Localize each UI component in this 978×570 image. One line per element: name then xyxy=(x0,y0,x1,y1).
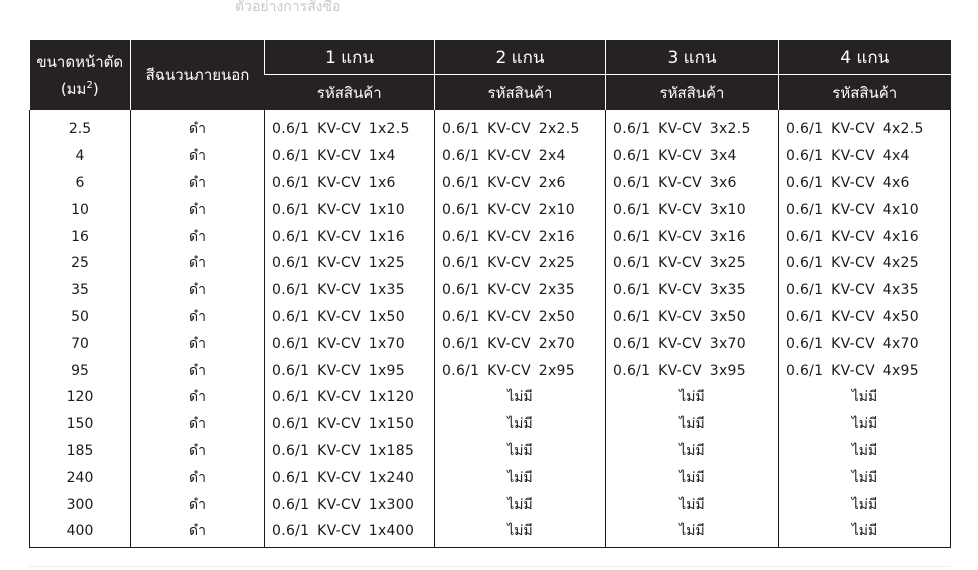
cell-color: ดำ xyxy=(131,250,265,277)
cell-code-3-core: 0.6/1 KV-CV 3x2.5 xyxy=(606,110,779,143)
cell-code-4-core: ไม่มี xyxy=(779,464,951,491)
cell-code-1-core: 0.6/1 KV-CV 1x50 xyxy=(265,304,435,331)
cell-code-2-core: 0.6/1 KV-CV 2x6 xyxy=(435,170,606,197)
table-row xyxy=(30,110,951,143)
cell-code-4-core: 0.6/1 KV-CV 4x70 xyxy=(779,330,951,357)
cable-spec-table xyxy=(29,40,951,548)
cell-code-1-core: 0.6/1 KV-CV 1x10 xyxy=(265,196,435,223)
cell-code-1-core: 0.6/1 KV-CV 1x70 xyxy=(265,330,435,357)
header-core-3: 3 แกน xyxy=(606,40,779,75)
cell-color: ดำ xyxy=(131,223,265,250)
table-row xyxy=(30,143,951,170)
cell-color: ดำ xyxy=(131,357,265,384)
cell-code-3-core: 0.6/1 KV-CV 3x50 xyxy=(606,304,779,331)
cell-code-1-core: 0.6/1 KV-CV 1x16 xyxy=(265,223,435,250)
cell-code-4-core: 0.6/1 KV-CV 4x50 xyxy=(779,304,951,331)
cell-color: ดำ xyxy=(131,110,265,143)
cell-size: 25 xyxy=(30,250,131,277)
table-row xyxy=(30,223,951,250)
table-row xyxy=(30,411,951,438)
cell-code-2-core: 0.6/1 KV-CV 2x95 xyxy=(435,357,606,384)
cell-size: 10 xyxy=(30,196,131,223)
cell-color: ดำ xyxy=(131,330,265,357)
table-row xyxy=(30,438,951,465)
cell-code-2-core: 0.6/1 KV-CV 2x35 xyxy=(435,277,606,304)
cell-code-4-core: 0.6/1 KV-CV 4x95 xyxy=(779,357,951,384)
cell-color: ดำ xyxy=(131,411,265,438)
cell-code-1-core: 0.6/1 KV-CV 1x95 xyxy=(265,357,435,384)
table-row xyxy=(30,464,951,491)
cell-size: 50 xyxy=(30,304,131,331)
table-row xyxy=(30,518,951,547)
cell-code-2-core: 0.6/1 KV-CV 2x70 xyxy=(435,330,606,357)
table-body xyxy=(30,110,951,547)
cell-code-2-core: ไม่มี xyxy=(435,491,606,518)
table-row xyxy=(30,491,951,518)
cell-code-1-core: 0.6/1 KV-CV 1x185 xyxy=(265,438,435,465)
cell-code-3-core: ไม่มี xyxy=(606,438,779,465)
cell-code-4-core: ไม่มี xyxy=(779,438,951,465)
cell-color: ดำ xyxy=(131,491,265,518)
cell-code-2-core: 0.6/1 KV-CV 2x25 xyxy=(435,250,606,277)
cell-code-4-core: 0.6/1 KV-CV 4x35 xyxy=(779,277,951,304)
cell-code-2-core: 0.6/1 KV-CV 2x50 xyxy=(435,304,606,331)
cell-size: 16 xyxy=(30,223,131,250)
header-size xyxy=(30,40,131,110)
table-row xyxy=(30,196,951,223)
cell-color: ดำ xyxy=(131,464,265,491)
cell-code-1-core: 0.6/1 KV-CV 1x400 xyxy=(265,518,435,547)
cell-code-3-core: 0.6/1 KV-CV 3x25 xyxy=(606,250,779,277)
cell-code-4-core: 0.6/1 KV-CV 4x16 xyxy=(779,223,951,250)
cell-code-1-core: 0.6/1 KV-CV 1x240 xyxy=(265,464,435,491)
cell-size: 185 xyxy=(30,438,131,465)
cell-code-3-core: ไม่มี xyxy=(606,518,779,547)
cell-size: 95 xyxy=(30,357,131,384)
cell-code-4-core: 0.6/1 KV-CV 4x10 xyxy=(779,196,951,223)
table-row xyxy=(30,357,951,384)
header-core-2: 2 แกน xyxy=(435,40,606,75)
cell-code-4-core: ไม่มี xyxy=(779,518,951,547)
cell-code-1-core: 0.6/1 KV-CV 1x25 xyxy=(265,250,435,277)
cell-code-3-core: 0.6/1 KV-CV 3x70 xyxy=(606,330,779,357)
table-header xyxy=(30,40,951,110)
cell-code-2-core: 0.6/1 KV-CV 2x16 xyxy=(435,223,606,250)
header-code-1: รหัสสินค้า xyxy=(265,75,435,111)
cell-size: 35 xyxy=(30,277,131,304)
table-row xyxy=(30,384,951,411)
cell-color: ดำ xyxy=(131,170,265,197)
header-core-1: 1 แกน xyxy=(265,40,435,75)
cell-size: 4 xyxy=(30,143,131,170)
table-row xyxy=(30,277,951,304)
header-code-3: รหัสสินค้า xyxy=(606,75,779,111)
bottom-divider xyxy=(29,566,950,567)
faded-caption: ตัวอย่างการสั่งซื้อ xyxy=(235,0,341,15)
cell-color: ดำ xyxy=(131,384,265,411)
cell-code-3-core: 0.6/1 KV-CV 3x35 xyxy=(606,277,779,304)
cell-code-4-core: ไม่มี xyxy=(779,411,951,438)
cell-code-2-core: ไม่มี xyxy=(435,384,606,411)
cell-code-3-core: 0.6/1 KV-CV 3x16 xyxy=(606,223,779,250)
cell-code-4-core: ไม่มี xyxy=(779,491,951,518)
cell-code-3-core: ไม่มี xyxy=(606,384,779,411)
cell-code-3-core: 0.6/1 KV-CV 3x4 xyxy=(606,143,779,170)
cell-code-1-core: 0.6/1 KV-CV 1x35 xyxy=(265,277,435,304)
header-color: สีฉนวนภายนอก xyxy=(131,40,265,110)
cell-code-3-core: ไม่มี xyxy=(606,464,779,491)
cell-code-3-core: 0.6/1 KV-CV 3x6 xyxy=(606,170,779,197)
cell-code-3-core: 0.6/1 KV-CV 3x95 xyxy=(606,357,779,384)
header-code-4: รหัสสินค้า xyxy=(779,75,951,111)
header-core-4: 4 แกน xyxy=(779,40,951,75)
cell-size: 6 xyxy=(30,170,131,197)
cell-size: 150 xyxy=(30,411,131,438)
cell-size: 70 xyxy=(30,330,131,357)
cell-color: ดำ xyxy=(131,143,265,170)
cell-size: 2.5 xyxy=(30,110,131,143)
cell-code-1-core: 0.6/1 KV-CV 1x300 xyxy=(265,491,435,518)
cell-color: ดำ xyxy=(131,304,265,331)
header-size-label: ขนาดหน้าตัด xyxy=(36,52,124,71)
table-row xyxy=(30,330,951,357)
cell-code-2-core: ไม่มี xyxy=(435,438,606,465)
cell-code-2-core: ไม่มี xyxy=(435,411,606,438)
cell-code-1-core: 0.6/1 KV-CV 1x120 xyxy=(265,384,435,411)
cell-code-2-core: ไม่มี xyxy=(435,518,606,547)
cell-color: ดำ xyxy=(131,196,265,223)
cell-code-4-core: 0.6/1 KV-CV 4x2.5 xyxy=(779,110,951,143)
cell-code-2-core: 0.6/1 KV-CV 2x4 xyxy=(435,143,606,170)
cell-color: ดำ xyxy=(131,518,265,547)
cell-size: 300 xyxy=(30,491,131,518)
cell-code-1-core: 0.6/1 KV-CV 1x2.5 xyxy=(265,110,435,143)
cell-color: ดำ xyxy=(131,438,265,465)
cell-code-3-core: 0.6/1 KV-CV 3x10 xyxy=(606,196,779,223)
cell-size: 120 xyxy=(30,384,131,411)
table-row xyxy=(30,250,951,277)
cell-code-4-core: 0.6/1 KV-CV 4x6 xyxy=(779,170,951,197)
cell-code-2-core: 0.6/1 KV-CV 2x2.5 xyxy=(435,110,606,143)
cell-code-2-core: ไม่มี xyxy=(435,464,606,491)
header-code-2: รหัสสินค้า xyxy=(435,75,606,111)
cell-size: 240 xyxy=(30,464,131,491)
cell-size: 400 xyxy=(30,518,131,547)
cell-code-1-core: 0.6/1 KV-CV 1x150 xyxy=(265,411,435,438)
cell-code-2-core: 0.6/1 KV-CV 2x10 xyxy=(435,196,606,223)
cell-color: ดำ xyxy=(131,277,265,304)
table-row xyxy=(30,304,951,331)
cell-code-3-core: ไม่มี xyxy=(606,491,779,518)
cell-code-4-core: ไม่มี xyxy=(779,384,951,411)
cell-code-4-core: 0.6/1 KV-CV 4x25 xyxy=(779,250,951,277)
cell-code-3-core: ไม่มี xyxy=(606,411,779,438)
header-size-unit: (มม$^2$) xyxy=(60,79,99,98)
table-row xyxy=(30,170,951,197)
cell-code-1-core: 0.6/1 KV-CV 1x6 xyxy=(265,170,435,197)
cell-code-1-core: 0.6/1 KV-CV 1x4 xyxy=(265,143,435,170)
cell-code-4-core: 0.6/1 KV-CV 4x4 xyxy=(779,143,951,170)
